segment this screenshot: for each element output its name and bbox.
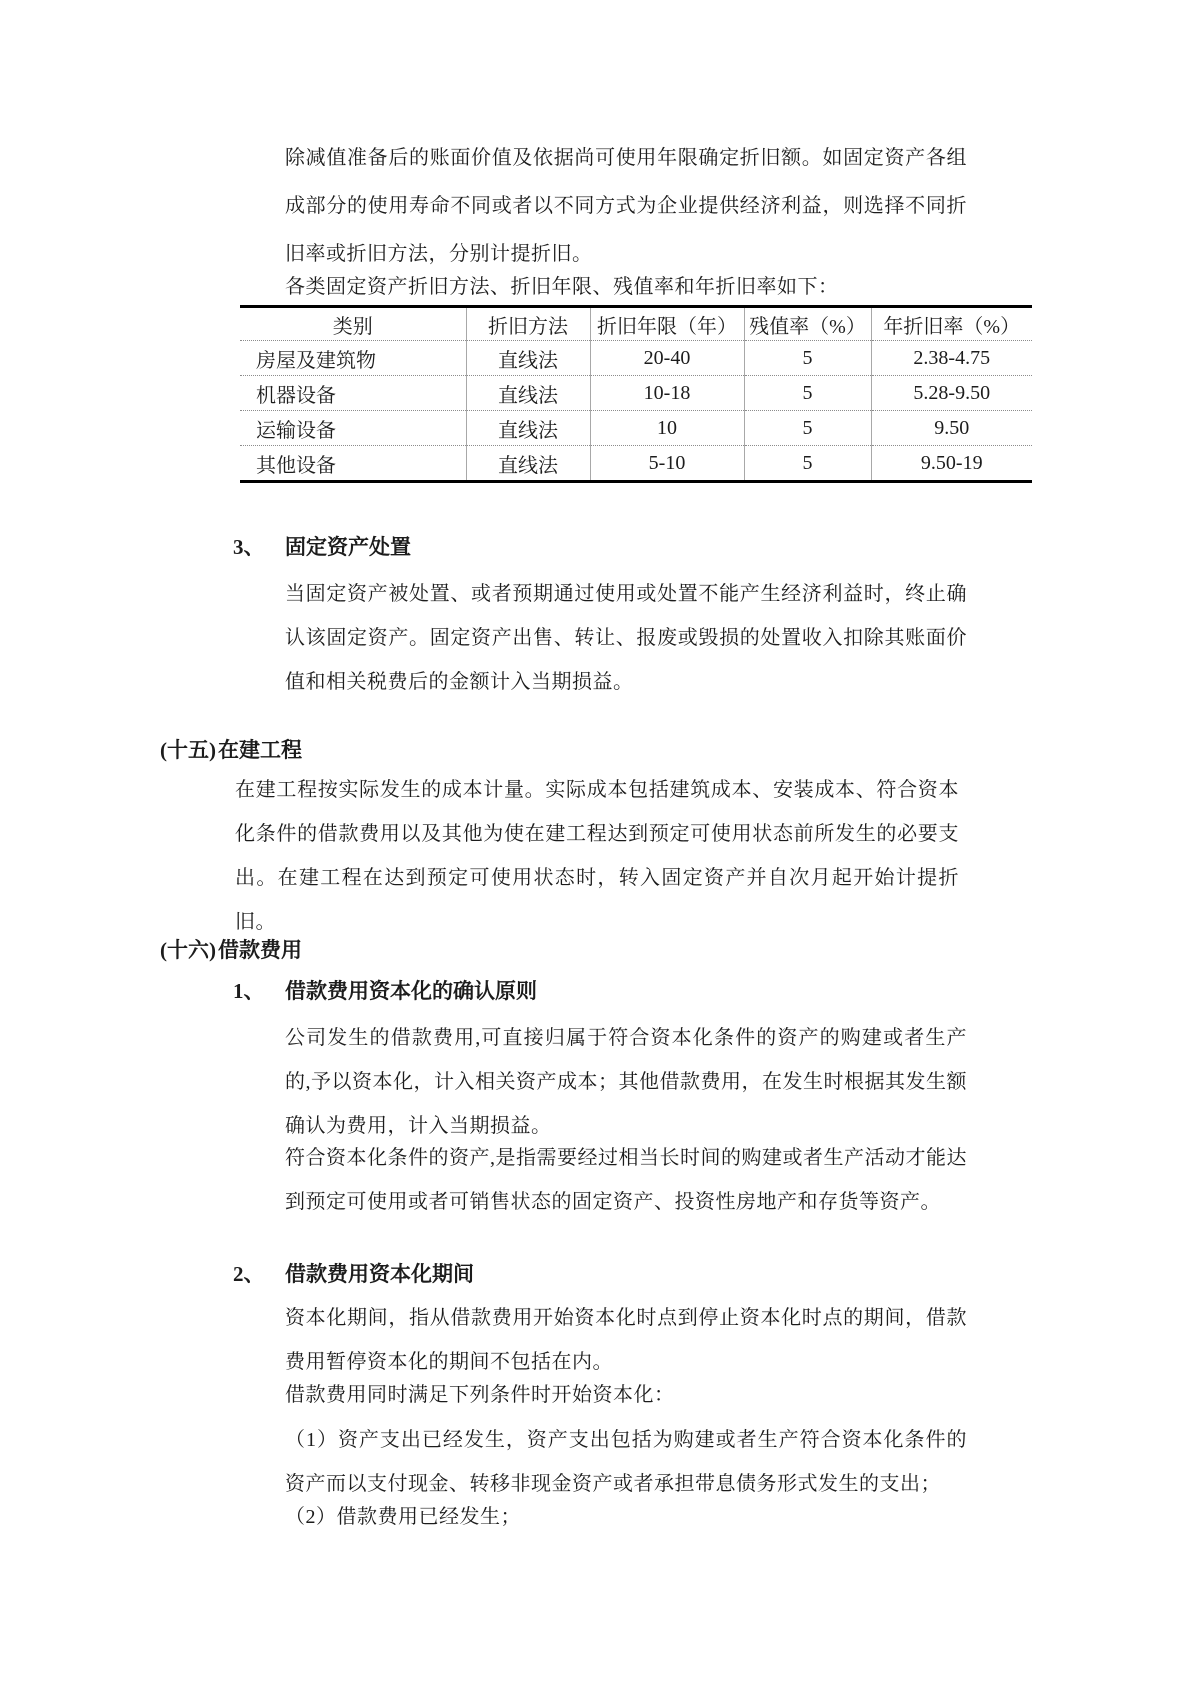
header-annual-rate: 年折旧率（%）: [871, 307, 1032, 341]
cell-method: 直线法: [466, 411, 590, 446]
section-number: (十五): [160, 738, 216, 762]
section-title: 在建工程: [218, 738, 302, 762]
cell-category: 机器设备: [240, 376, 466, 411]
subsection-heading-1: [233, 976, 973, 1006]
cell-residual-rate: 5: [744, 446, 871, 482]
condition-item-2: （2）借款费用已经发生；: [285, 1506, 521, 1528]
intro-paragraph: 除减值准备后的账面价值及依据尚可使用年限确定折旧额。如固定资产各组成部分的使用寿命不同或者以不同方式为企业提供经济利益，则选择不同折旧率或折旧方法，分别计提折旧。: [285, 147, 967, 265]
cell-method: 直线法: [466, 446, 590, 482]
header-method: 折旧方法: [466, 307, 590, 341]
cell-method: 直线法: [466, 376, 590, 411]
borrowing-recognition-paragraph-2: 符合资本化条件的资产,是指需要经过相当长时间的购建或者生产活动才能达到预定可使用或者可销售状态的固定资产、投资性房地产和存货等资产。: [285, 1147, 967, 1213]
section-heading-15: [160, 735, 980, 765]
capitalization-period-paragraph: 资本化期间，指从借款费用开始资本化时点到停止资本化时点的期间，借款费用暂停资本化的期间不包括在内。: [285, 1307, 967, 1373]
section-number: (十六): [160, 938, 216, 962]
subsection-number: 1、: [233, 979, 265, 1003]
cell-category: 其他设备: [256, 454, 336, 477]
cell-annual-rate: 5.28-9.50: [871, 376, 1032, 411]
section-title: 固定资产处置: [285, 535, 411, 559]
disposal-paragraph: 当固定资产被处置、或者预期通过使用或处置不能产生经济利益时，终止确认该固定资产。固定资产出售、转让、报废或毁损的处置收入扣除其账面价值和相关税费后的金额计入当期损益。: [285, 583, 967, 693]
cell-residual-rate: 5: [744, 376, 871, 411]
cell-category: 房屋及建筑物: [240, 341, 466, 376]
subsection-heading-2: [233, 1259, 973, 1289]
cell-annual-rate: 9.50: [871, 411, 1032, 446]
cell-years: 10-18: [590, 376, 744, 411]
subsection-number: 2、: [233, 1262, 265, 1286]
cell-annual-rate: 9.50-19: [871, 446, 1032, 482]
depreciation-table: [240, 305, 1032, 483]
cell-residual-rate: 5: [744, 341, 871, 376]
borrowing-recognition-paragraph-1: 公司发生的借款费用,可直接归属于符合资本化条件的资产的购建或者生产的,予以资本化，计入相关资产成本；其他借款费用，在发生时根据其发生额确认为费用，计入当期损益。: [285, 1027, 967, 1137]
condition-item-1: （1）资产支出已经发生，资产支出包括为购建或者生产符合资本化条件的资产而以支付现金、转移非现金资产或者承担带息债务形式发生的支出；: [285, 1429, 967, 1495]
cell-residual-rate: 5: [744, 411, 871, 446]
cell-years: 5-10: [590, 446, 744, 482]
subsection-title: 借款费用资本化的确认原则: [285, 979, 537, 1003]
section-number: 3、: [233, 535, 265, 559]
header-residual-rate: 残值率（%）: [744, 307, 871, 341]
cell-years: 20-40: [590, 341, 744, 376]
table-row: [240, 446, 1032, 482]
table-row: [240, 411, 1032, 446]
header-years: 折旧年限（年）: [590, 307, 744, 341]
cell-method: 直线法: [466, 341, 590, 376]
subsection-title: 借款费用资本化期间: [285, 1262, 474, 1286]
table-lead-line: 各类固定资产折旧方法、折旧年限、残值率和年折旧率如下：: [285, 276, 839, 298]
section-heading-16: [160, 935, 980, 965]
cell-annual-rate: 2.38-4.75: [871, 341, 1032, 376]
cell-category: 运输设备: [240, 411, 466, 446]
cip-paragraph: 在建工程按实际发生的成本计量。实际成本包括建筑成本、安装成本、符合资本化条件的借款费用以及其他为使在建工程达到预定可使用状态前所发生的必要支出。在建工程在达到预定可使用状态时，转入固定资产并自次月起开始计提折旧。: [235, 779, 959, 933]
table-row: [240, 376, 1032, 411]
capitalization-conditions-lead: 借款费用同时满足下列条件时开始资本化：: [285, 1384, 675, 1406]
table-row: [240, 341, 1032, 376]
section-title: 借款费用: [218, 938, 302, 962]
header-category: 类别: [240, 307, 466, 341]
cell-years: 10: [590, 411, 744, 446]
table-header-row: [240, 307, 1032, 341]
section-heading-disposal: [233, 532, 973, 562]
